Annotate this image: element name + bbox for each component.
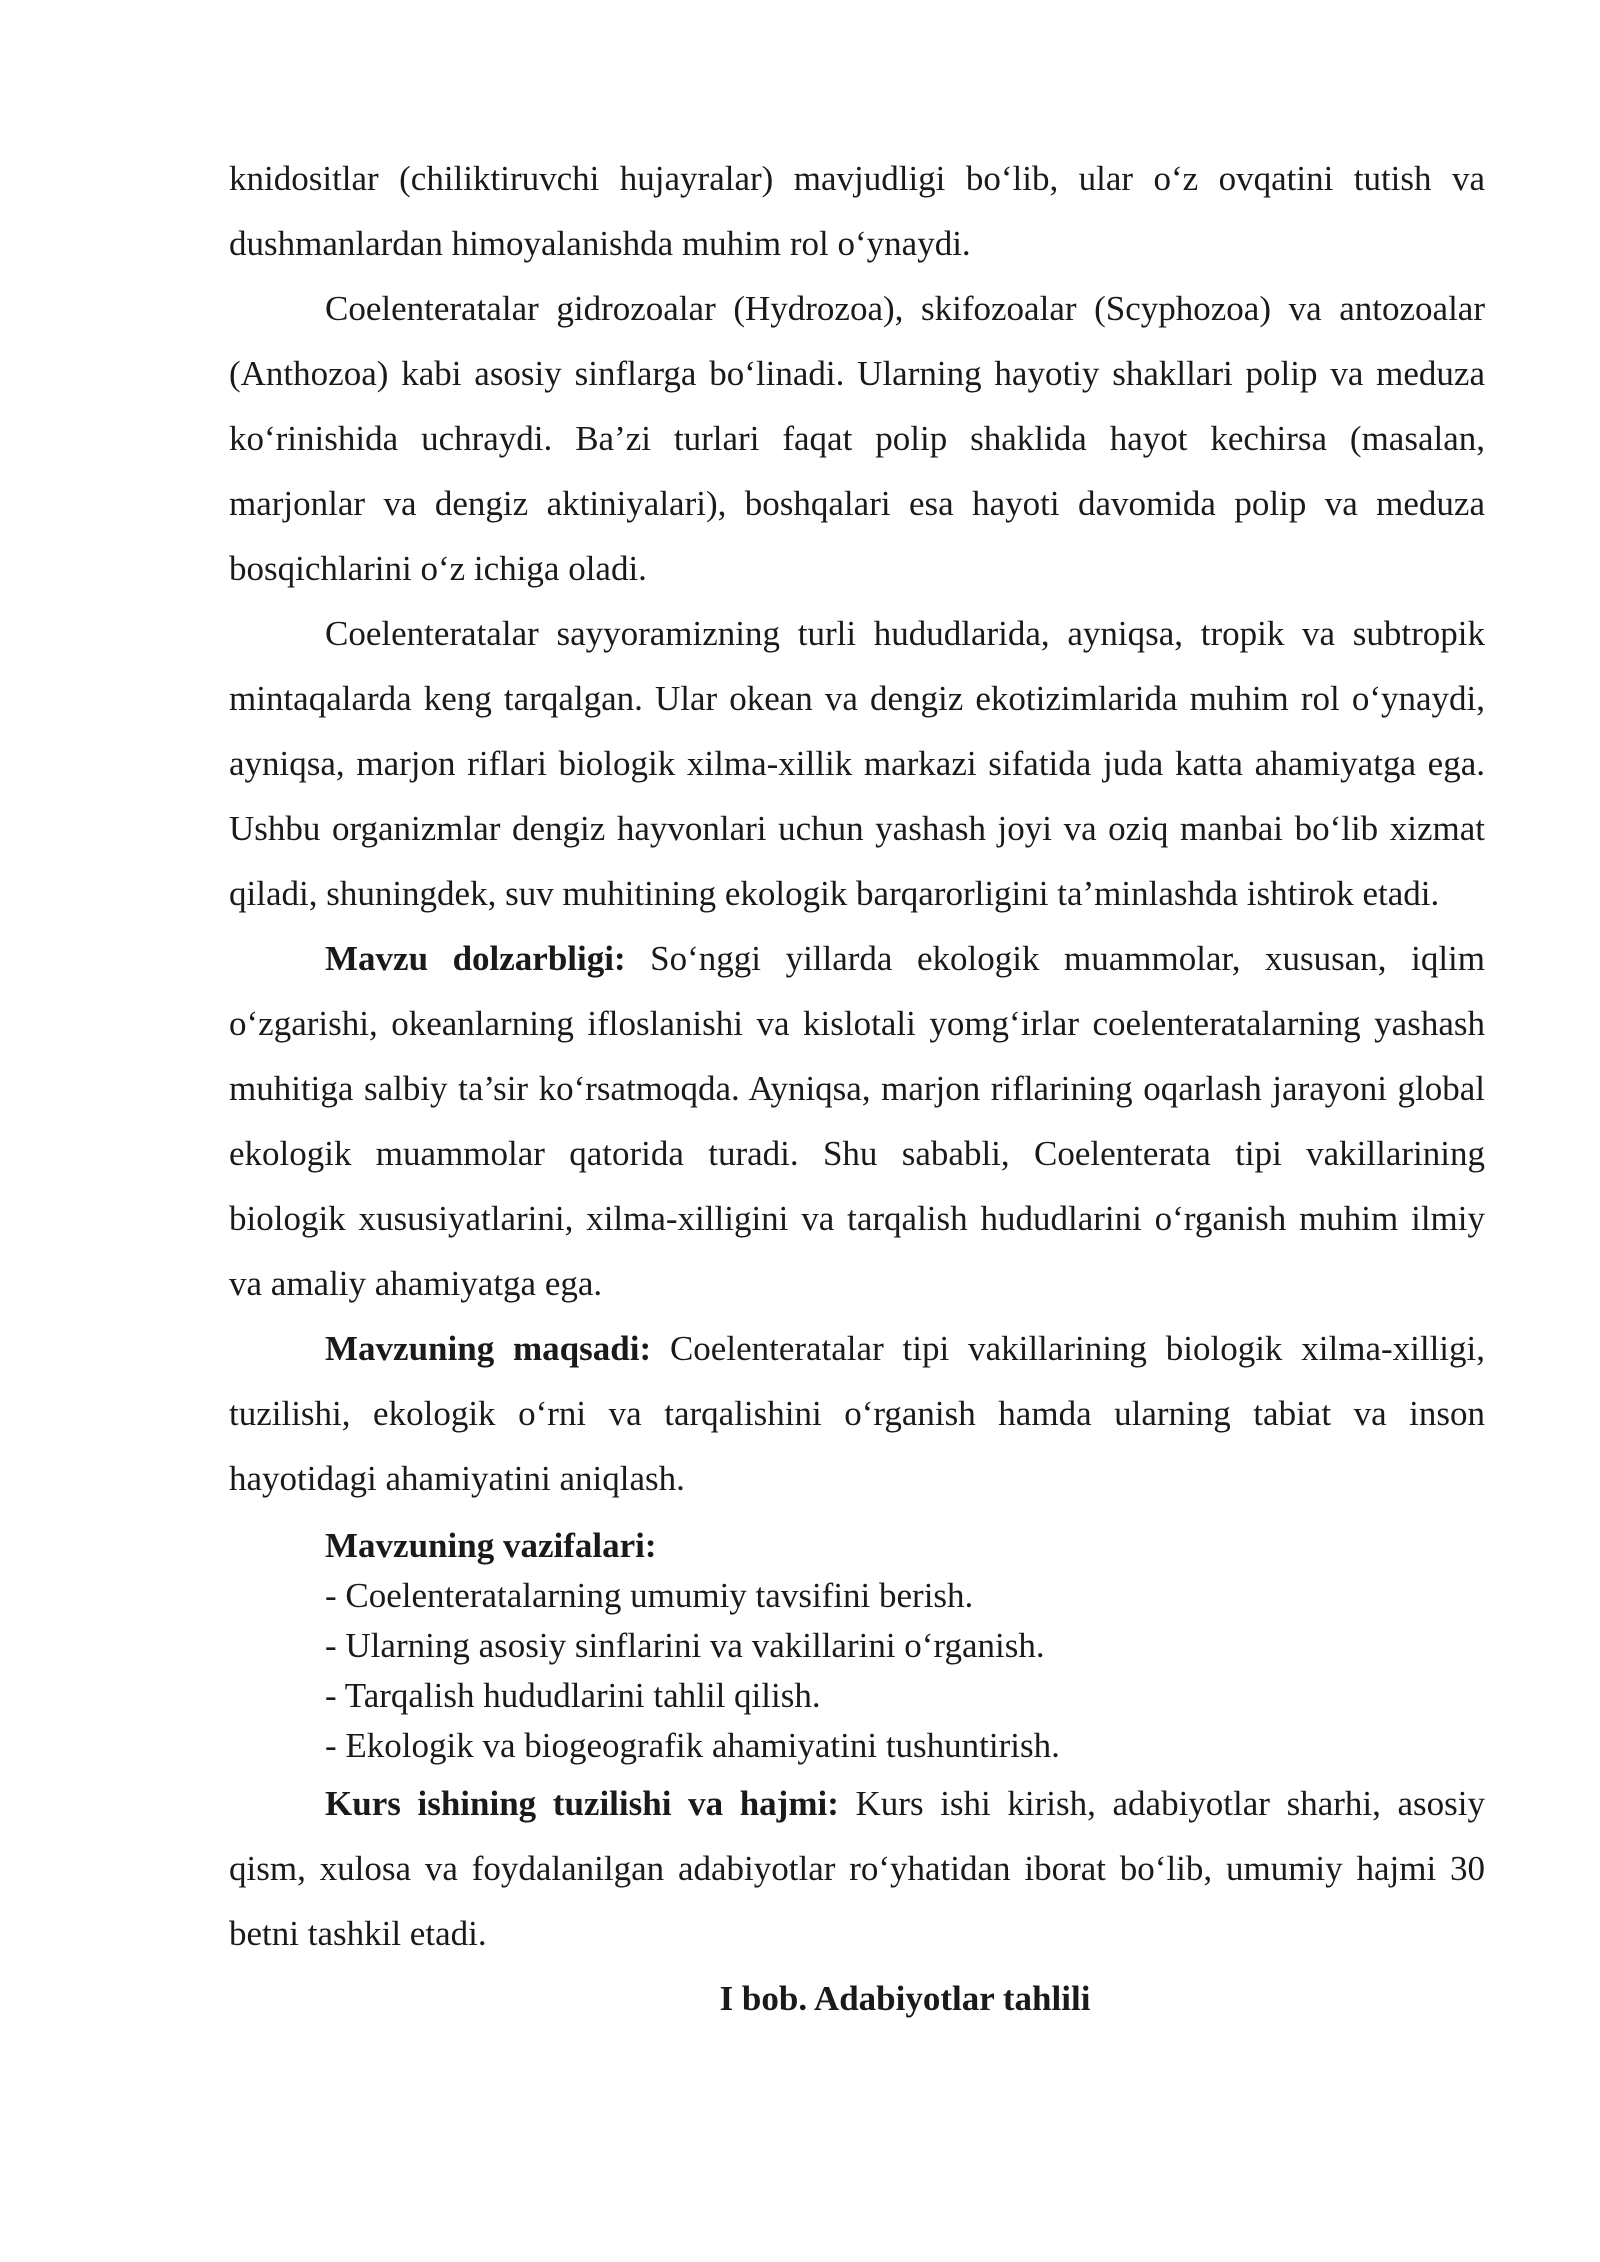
task-item: - Coelenteratalarning umumiy tavsifini berish.: [325, 1576, 974, 1615]
task-item: - Ekologik va biogeografik ahamiyatini tushuntirish.: [325, 1726, 1060, 1765]
goal-label: Mavzuning maqsadi:: [325, 1329, 652, 1368]
chapter-title: I bob. Adabiyotlar tahlili: [719, 1979, 1091, 2018]
paragraph-cnidocytes: knidositlar (chiliktiruvchi hujayralar) mavjudligi bo‘lib, ular o‘z ovqatini tutish va dushmanlardan himoyalanishda muhim rol o‘ynaydi.: [229, 159, 1485, 263]
tasks-title: Mavzuning vazifalari:: [325, 1526, 657, 1565]
paragraph-classes: Coelenteratalar gidrozoalar (Hydrozoa), skifozoalar (Scyphozoa) va antozoalar (Anthozoa) kabi asosiy sinflarga bo‘linadi. Ularning hayotiy shakllari polip va meduza ko‘rinishida uchraydi. Ba’zi turlari faqat polip shaklida hayot kechirsa (masalan, marjonlar va dengiz aktiniyalari), boshqalari esa hayoti davomida polip va meduza bosqichlarini o‘z ichiga oladi.: [229, 289, 1485, 588]
tasks-section: [229, 1521, 1485, 1771]
paragraph-structure: [229, 1771, 1485, 1966]
paragraph-relevance: [229, 926, 1485, 1316]
goal-text: Coelenteratalar tipi vakillarining biologik xilma-xilligi, tuzilishi, ekologik o‘rni va tarqalishini o‘rganish hamda ularning tabiat va inson hayotidagi ahamiyatini aniqlash.: [229, 1329, 1486, 1498]
task-item: - Ularning asosiy sinflarini va vakillarini o‘rganish.: [325, 1626, 1045, 1665]
relevance-label: Mavzu dolzarbligi:: [325, 939, 626, 978]
task-item: - Tarqalish hududlarini tahlil qilish.: [325, 1676, 821, 1715]
document-body: [229, 146, 1485, 2031]
paragraph-distribution: Coelenteratalar sayyoramizning turli hududlarida, ayniqsa, tropik va subtropik mintaqalarda keng tarqalgan. Ular okean va dengiz ekotizimlarida muhim rol o‘ynaydi, ayniqsa, marjon riflari biologik xilma-xillik markazi sifatida juda katta ahamiyatga ega. Ushbu organizmlar dengiz hayvonlari uchun yashash joyi va oziq manbai bo‘lib xizmat qiladi, shuningdek, suv muhitining ekologik barqarorligini ta’minlashda ishtirok etadi.: [229, 614, 1485, 913]
structure-label: Kurs ishining tuzilishi va hajmi:: [325, 1784, 839, 1823]
paragraph-goal: [229, 1316, 1485, 1511]
relevance-text: So‘nggi yillarda ekologik muammolar, xususan, iqlim o‘zgarishi, okeanlarning ifloslanishi va kislotali yomg‘irlar coelenteratalarning yashash muhitiga salbiy ta’sir ko‘rsatmoqda. Ayniqsa, marjon riflarining oqarlash jarayoni global ekologik muammolar qatorida turadi. Shu sababli, Coelenterata tipi vakillarining biologik xususiyatlarini, xilma-xilligini va tarqalish hududlarini o‘rganish muhim ilmiy va amaliy ahamiyatga ega.: [229, 939, 1485, 1303]
structure-text: Kurs ishi kirish, adabiyotlar sharhi, asosiy qism, xulosa va foydalanilgan adabiyotlar ro‘yhatidan iborat bo‘lib, umumiy hajmi 30 betni tashkil etadi.: [229, 1784, 1486, 1953]
